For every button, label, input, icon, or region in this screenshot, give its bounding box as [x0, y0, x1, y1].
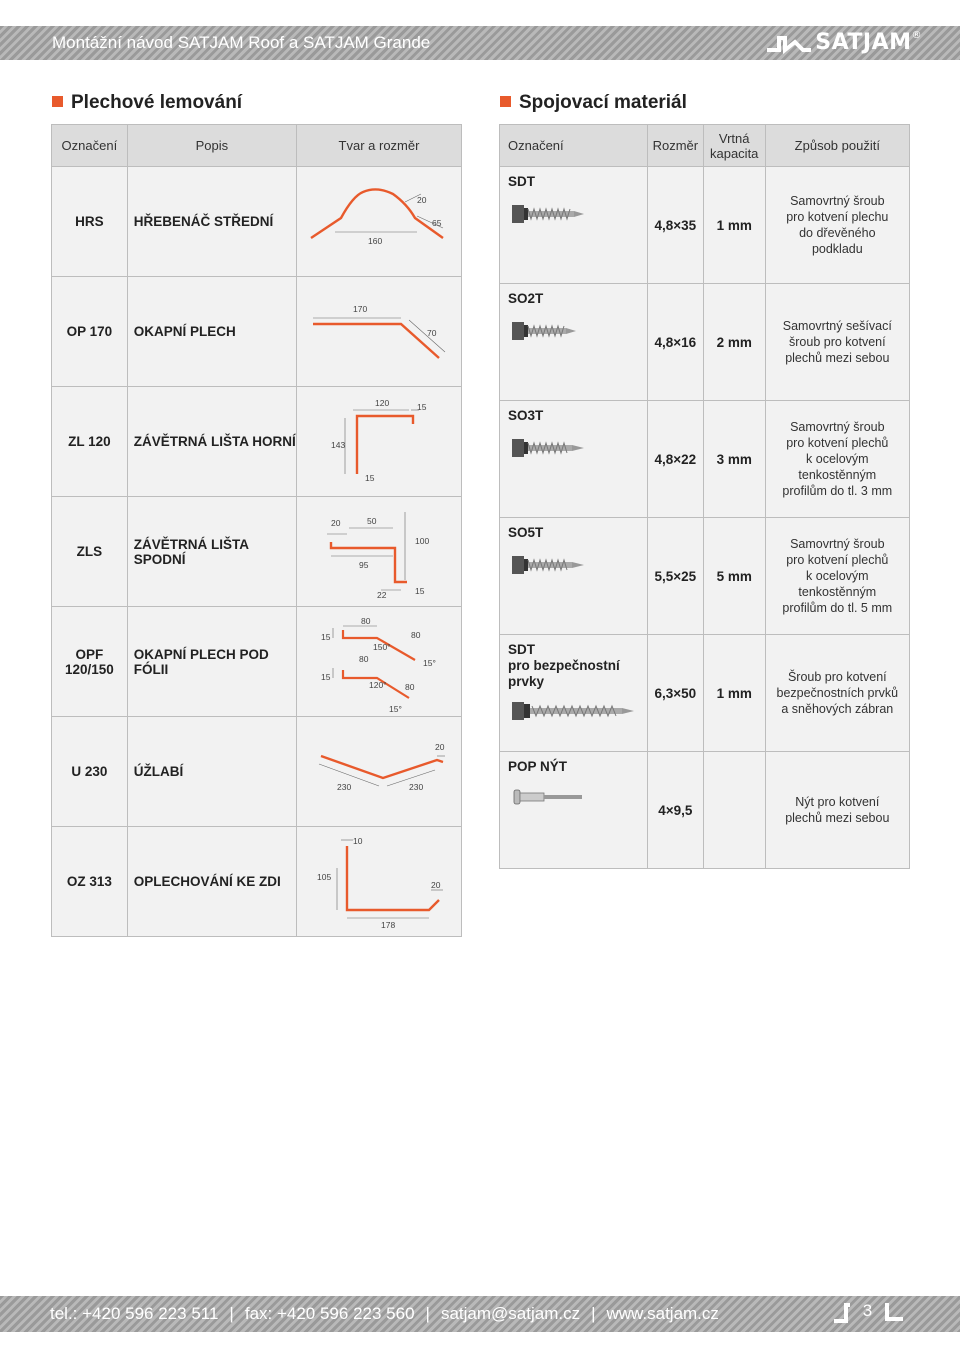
row-code: SO5T [500, 518, 648, 635]
page-number-block [832, 1301, 905, 1323]
table-header-row [500, 125, 910, 167]
screw-icon [508, 318, 588, 344]
row-desc: ÚŽLABÍ [127, 717, 296, 827]
dim-label: 20 [330, 517, 341, 528]
table-row [52, 497, 462, 607]
dim-label: 170 [352, 303, 368, 314]
shape-drawing [296, 717, 461, 827]
dim-label: 15 [320, 671, 331, 682]
row-usage: Nýt pro kotvení plechů mezi sebou [765, 752, 909, 869]
table-row [52, 827, 462, 937]
table-row [52, 167, 462, 277]
screw-icon [508, 435, 588, 461]
satjam-logo [765, 30, 922, 55]
col-header-desc: Popis [127, 125, 296, 167]
row-code: SO2T [500, 284, 648, 401]
row-usage: Samovrtný šroub pro kotvení plechů k ocelovým tenkostěnným profilům do tl. 5 mm [765, 518, 909, 635]
dim-label: 143 [330, 439, 346, 450]
row-code: ZL 120 [52, 387, 128, 497]
logo-text: SATJAM [815, 30, 912, 55]
dim-label: 20 [416, 194, 427, 205]
dim-label: 15° [422, 657, 436, 668]
row-capacity: 1 mm [703, 635, 765, 752]
row-code: OZ 313 [52, 827, 128, 937]
table-row [500, 284, 910, 401]
row-code: U 230 [52, 717, 128, 827]
row-capacity: 5 mm [703, 518, 765, 635]
row-desc: OKAPNÍ PLECH [127, 277, 296, 387]
row-desc: ZÁVĚTRNÁ LIŠTA HORNÍ [127, 387, 296, 497]
col-header-code: Označení [52, 125, 128, 167]
section-title-flashing: Plechové lemování [52, 92, 242, 114]
dim-label: 65 [431, 217, 442, 228]
row-code: OP 170 [52, 277, 128, 387]
row-code: SDT [500, 167, 648, 284]
table-row [500, 518, 910, 635]
dim-label: 150° [372, 641, 391, 652]
row-capacity: 3 mm [703, 401, 765, 518]
row-size: 4,8×35 [647, 167, 703, 284]
dim-label: 10 [352, 835, 363, 846]
rivet-icon [508, 786, 588, 808]
dim-label: 230 [408, 781, 424, 792]
dim-label: 120 [374, 397, 390, 408]
section-bullet-icon [52, 96, 63, 107]
row-size: 4×9,5 [647, 752, 703, 869]
footer-contacts: tel.: +420 596 223 511 | fax: +420 596 223 560 | satjam@satjam.cz | www.satjam.cz [50, 1304, 719, 1323]
col-header-capacity: Vrtná kapacita [703, 125, 765, 167]
footer-web[interactable]: www.satjam.cz [606, 1304, 719, 1323]
footer-band [0, 1296, 960, 1332]
row-desc: HŘEBENÁČ STŘEDNÍ [127, 167, 296, 277]
shape-drawing [296, 827, 461, 937]
footer-mark-right-icon [883, 1301, 905, 1323]
table-header-row [52, 125, 462, 167]
dim-label: 230 [336, 781, 352, 792]
table-row [52, 387, 462, 497]
table-row [500, 167, 910, 284]
dim-label: 22 [376, 589, 387, 600]
table-row [52, 607, 462, 717]
table-row [500, 401, 910, 518]
bottom-verge-drawing [297, 498, 461, 606]
section-bullet-icon [500, 96, 511, 107]
section-title-fasteners: Spojovací materiál [500, 92, 687, 114]
col-header-usage: Způsob použití [765, 125, 909, 167]
row-code: SDT pro bezpečnostní prvky [500, 635, 648, 752]
eaves-drawing [297, 278, 461, 386]
col-header-code: Označení [500, 125, 648, 167]
dim-label: 80 [404, 681, 415, 692]
dim-label: 80 [410, 629, 421, 640]
shape-drawing [296, 387, 461, 497]
shape-drawing [296, 167, 461, 277]
long-screw-icon [508, 698, 638, 724]
dim-label: 15 [416, 401, 427, 412]
row-size: 4,8×22 [647, 401, 703, 518]
row-usage: Samovrtný šroub pro kotvení plechu do dřevěného podkladu [765, 167, 909, 284]
document-title: Montážní návod SATJAM Roof a SATJAM Grande [52, 33, 431, 52]
dim-label: 80 [358, 653, 369, 664]
table-row [500, 635, 910, 752]
table-row [500, 752, 910, 869]
dim-label: 15 [320, 631, 331, 642]
row-usage: Samovrtný šroub pro kotvení plechů k ocelovým tenkostěnným profilům do tl. 3 mm [765, 401, 909, 518]
dim-label: 50 [366, 515, 377, 526]
row-code: HRS [52, 167, 128, 277]
row-code: SO3T [500, 401, 648, 518]
row-size: 6,3×50 [647, 635, 703, 752]
shape-drawing [296, 497, 461, 607]
footer-email[interactable]: satjam@satjam.cz [440, 1304, 581, 1323]
dim-label: 160 [367, 235, 383, 246]
wall-flashing-drawing [297, 828, 461, 936]
dim-label: 20 [430, 879, 441, 890]
dim-label: 80 [360, 615, 371, 626]
row-capacity [703, 752, 765, 869]
logo-registered: ® [911, 30, 922, 41]
dim-label: 105 [316, 871, 332, 882]
row-code: ZLS [52, 497, 128, 607]
page-number: 3 [862, 1301, 873, 1321]
eaves-under-foil-drawing [297, 608, 461, 716]
dim-label: 15 [414, 585, 425, 596]
row-size: 5,5×25 [647, 518, 703, 635]
ridge-drawing [297, 168, 461, 276]
col-header-size: Rozměr [647, 125, 703, 167]
valley-drawing [297, 718, 461, 826]
top-verge-drawing [297, 388, 461, 496]
dim-label: 15° [388, 703, 402, 714]
row-code: OPF 120/150 [52, 607, 128, 717]
table-row [52, 717, 462, 827]
table-row [52, 277, 462, 387]
col-header-shape: Tvar a rozměr [296, 125, 461, 167]
shape-drawing [296, 277, 461, 387]
row-usage: Šroub pro kotvení bezpečnostních prvků a sněhových zábran [765, 635, 909, 752]
screw-icon [508, 201, 588, 227]
row-desc: OKAPNÍ PLECH POD FÓLII [127, 607, 296, 717]
dim-label: 20 [434, 741, 445, 752]
row-desc: OPLECHOVÁNÍ KE ZDI [127, 827, 296, 937]
dim-label: 120° [368, 679, 387, 690]
logo-mark-icon [765, 32, 813, 54]
footer-tel: tel.: +420 596 223 511 [50, 1304, 219, 1323]
footer-fax: fax: +420 596 223 560 [244, 1304, 415, 1323]
shape-drawing [296, 607, 461, 717]
dim-label: 178 [380, 919, 396, 930]
dim-label: 95 [358, 559, 369, 570]
footer-mark-left-icon [832, 1301, 852, 1323]
row-desc: ZÁVĚTRNÁ LIŠTA SPODNÍ [127, 497, 296, 607]
row-size: 4,8×16 [647, 284, 703, 401]
header-band [0, 26, 960, 60]
row-capacity: 1 mm [703, 167, 765, 284]
fasteners-table [499, 124, 910, 869]
screw-icon [508, 552, 588, 578]
dim-label: 70 [426, 327, 437, 338]
row-code: POP NÝT [500, 752, 648, 869]
row-capacity: 2 mm [703, 284, 765, 401]
row-usage: Samovrtný sešívací šroub pro kotvení plechů mezi sebou [765, 284, 909, 401]
flashing-table [51, 124, 462, 937]
dim-label: 100 [414, 535, 430, 546]
dim-label: 15 [364, 472, 375, 483]
